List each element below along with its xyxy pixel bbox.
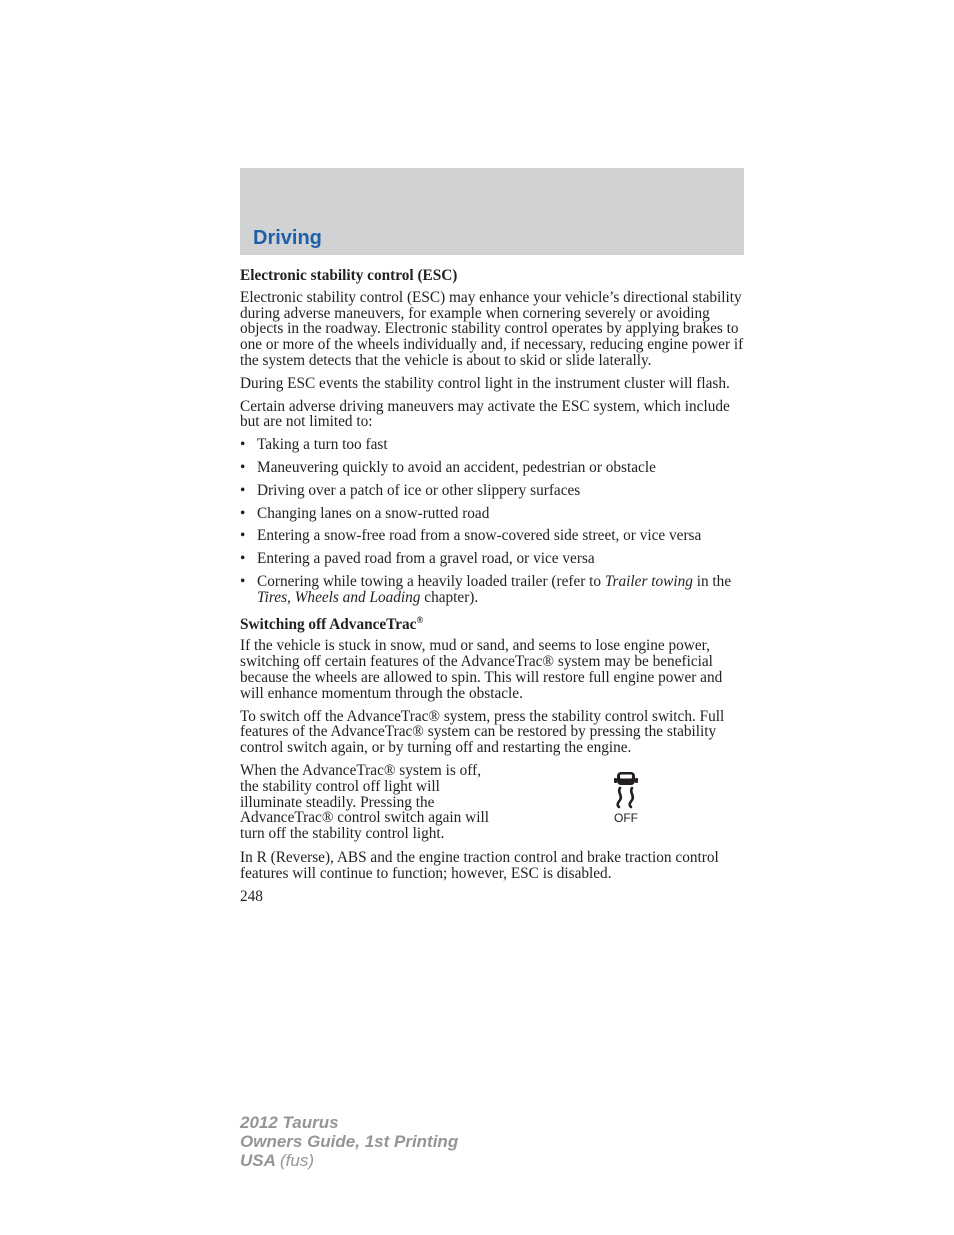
bullet-dot: • [240,550,246,568]
bullet-dot: • [240,458,246,476]
footer-edition: Owners Guide, 1st Printing [240,1132,459,1151]
registered-mark: ® [416,614,424,625]
footer-model: 2012 Taurus [240,1113,339,1132]
esc-maneuver-list [240,437,746,605]
page-content [240,268,746,904]
page-number: 248 [240,887,263,905]
advancetrac-paragraph-1: If the vehicle is stuck in snow, mud or sand, and seems to lose engine power, switching off certain features of the AdvanceTrac® system may be beneficial because the wheels are allowed to spin. This will restore full engine power and will enhance momentum through the obstacle. [240,637,723,702]
footer-market: USA (fus) [240,1151,314,1170]
esc-heading: Electronic stability control (ESC) [240,267,458,284]
esc-paragraph-1: Electronic stability control (ESC) may enhance your vehicle’s directional stability during adverse maneuvers, for example when cornering severely or avoiding objects in the roadway. Electronic stability control operates by applying brakes to one or more of the wheels individually and, if necessary, reducing engine power if the system detects that the vehicle is about to skid or slide laterally. [240,288,744,369]
tires-chapter-reference: Tires, Wheels and Loading [257,588,421,606]
list-item: • Driving over a patch of ice or other slippery surfaces [240,481,581,499]
footer-market-code: (fus) [280,1151,314,1170]
document-footer [240,1113,458,1170]
off-label: OFF [614,810,638,825]
list-item: • Cornering while towing a heavily loaded trailer (refer to Trailer towing in the Tires, Wheels and Loading chapter). [240,572,732,606]
list-item: • Taking a turn too fast [240,436,388,454]
off-light-section [240,763,746,842]
stability-control-off-icon [608,769,644,827]
section-title: Driving [253,227,322,249]
bullet-dot: • [240,504,246,522]
advancetrac-paragraph-4: In R (Reverse), ABS and the engine traction control and brake traction control features will continue to function; however, ESC is disabled. [240,849,719,882]
bullet-dot: • [240,481,246,499]
bullet-dot: • [240,436,246,454]
list-item: • Changing lanes on a snow-rutted road [240,504,490,522]
advancetrac-heading: Switching off AdvanceTrac® [240,614,424,633]
esc-paragraph-2: During ESC events the stability control light in the instrument cluster will flash. [240,374,730,392]
bullet-dot: • [240,572,246,590]
list-item: • Entering a snow-free road from a snow-covered side street, or vice versa [240,527,702,545]
list-item: • Entering a paved road from a gravel road, or vice versa [240,550,595,568]
skidding-car-icon [608,769,644,809]
advancetrac-paragraph-3: When the AdvanceTrac® system is off, the stability control off light will illuminate steadily. Pressing the AdvanceTrac® control switch again will turn off the stability control light. [240,762,489,843]
esc-paragraph-3: Certain adverse driving maneuvers may activate the ESC system, which include but are not limited to: [240,397,730,431]
bullet-dot: • [240,527,246,545]
list-item: • Maneuvering quickly to avoid an accident, pedestrian or obstacle [240,458,656,476]
trailer-towing-reference: Trailer towing [604,572,693,590]
advancetrac-paragraph-2: To switch off the AdvanceTrac® system, press the stability control switch. Full features of the AdvanceTrac® system can be restored by pressing the stability control switch again, or by turning off and restarting the engine. [240,707,725,757]
